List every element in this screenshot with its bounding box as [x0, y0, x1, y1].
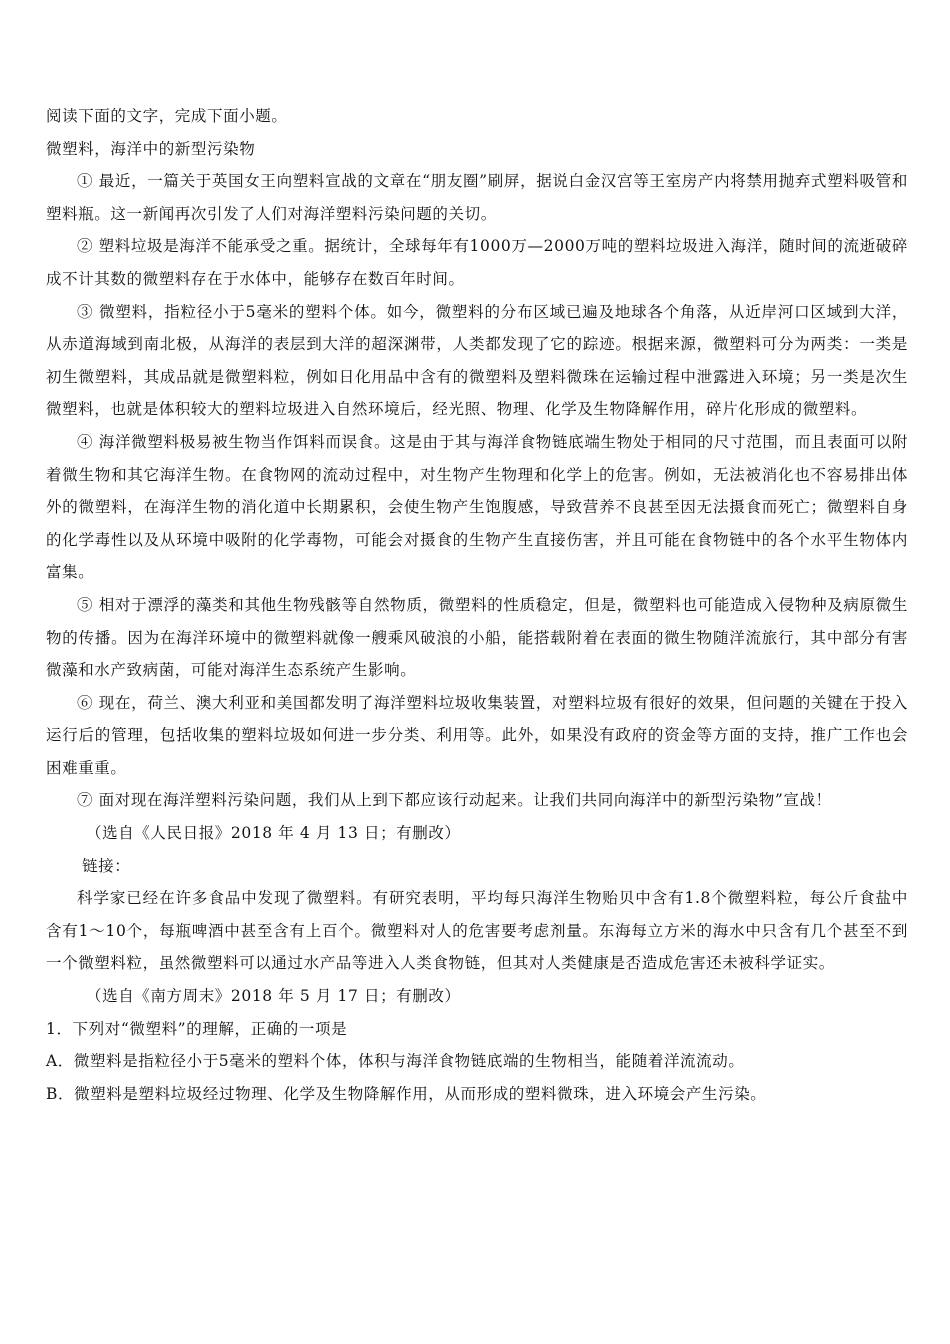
article-source: （选自《人民日报》2018 年 4 月 13 日；有删改） [86, 824, 461, 843]
article-paragraph-4: ④ 海洋微塑料极易被生物当作饵料而误食。这是由于其与海洋食物链底端生物处于相同的尺寸范围，而且表面可以附着微生物和其它海洋生物。在食物网的流动过程中，对生物产生物理和化学上的危害。例如，无法被消化也不容易排出体外的微塑料，在海洋生物的消化道中长期累积，会使生物产生饱腹感，导致营养不良甚至因无法摄食而死亡；微塑料自身的化学毒性以及从环境中吸附的化学毒物，可能会对摄食的生物产生直接伤害，并且可能在食物链中的各个水平生物体内富集。 [46, 432, 908, 582]
question-stem: 1．下列对“微塑料”的理解，正确的一项是 [46, 1019, 348, 1038]
article-paragraph-6: ⑥ 现在，荷兰、澳大利亚和美国都发明了海洋塑料垃圾收集装置，对塑料垃圾有很好的效果，但问题的关键在于投入运行后的管理，包括收集的塑料垃圾如何进一步分类、利用等。此外，如果没有政府的资金等方面的支持，推广工作也会困难重重。 [46, 693, 908, 777]
link-paragraph: 科学家已经在许多食品中发现了微塑料。有研究表明，平均每只海洋生物贻贝中含有1.8个微塑料粒，每公斤食盐中含有1～10个，每瓶啤酒中甚至含有上百个。微塑料对人的危害要考虑剂量。东海每立方米的海水中只含有几个甚至不到一个微塑料粒，虽然微塑料可以通过水产品等进入人类食物链，但其对人类健康是否造成危害还未被科学证实。 [46, 889, 908, 973]
link-source: （选自《南方周末》2018 年 5 月 17 日；有删改） [86, 987, 461, 1006]
article-paragraph-1: ① 最近，一篇关于英国女王向塑料宣战的文章在“朋友圈”刷屏，据说白金汉宫等王室房产内将禁用抛弃式塑料吸管和塑料瓶。这一新闻再次引发了人们对海洋塑料污染问题的关切。 [46, 172, 908, 223]
article-paragraph-2: ② 塑料垃圾是海洋不能承受之重。据统计，全球每年有1000万—2000万吨的塑料垃圾进入海洋，随时间的流逝破碎成不计其数的微塑料存在于水体中，能够存在数百年时间。 [46, 237, 908, 288]
article-paragraph-5: ⑤ 相对于漂浮的藻类和其他生物残骸等自然物质，微塑料的性质稳定，但是，微塑料也可能造成入侵物种及病原微生物的传播。因为在海洋环境中的微塑料就像一艘乘风破浪的小船，能搭载附着在表面的微生物随洋流旅行，其中部分有害微藻和水产致病菌，可能对海洋生态系统产生影响。 [46, 595, 908, 680]
instruction-text: 阅读下面的文字，完成下面小题。 [46, 107, 288, 125]
article-paragraph-7: ⑦ 面对现在海洋塑料污染问题，我们从上到下都应该行动起来。让我们共同向海洋中的新型污染物”宣战！ [77, 791, 832, 810]
article-title: 微塑料，海洋中的新型污染物 [46, 139, 256, 158]
option-a: A．微塑料是指粒径小于5毫米的塑料个体，体积与海洋食物链底端的生物相当，能随着洋流流动。 [46, 1052, 745, 1071]
document-page [46, 100, 908, 1110]
option-b: B．微塑料是塑料垃圾经过物理、化学及生物降解作用，从而形成的塑料微珠，进入环境会产生污染。 [46, 1084, 767, 1103]
link-label: 链接： [82, 856, 131, 875]
article-paragraph-3: ③ 微塑料，指粒径小于5毫米的塑料个体。如今，微塑料的分布区域已遍及地球各个角落，从近岸河口区域到大洋，从赤道海域到南北极，从海洋的表层到大洋的超深渊带，人类都发现了它的踪迹。根据来源，微塑料可分为两类：一类是初生微塑料，其成品就是微塑料粒，例如日化用品中含有的微塑料及塑料微珠在运输过程中泄露进入环境；另一类是次生微塑料，也就是体积较大的塑料垃圾进入自然环境后，经光照、物理、化学及生物降解作用，碎片化形成的微塑料。 [46, 302, 908, 419]
